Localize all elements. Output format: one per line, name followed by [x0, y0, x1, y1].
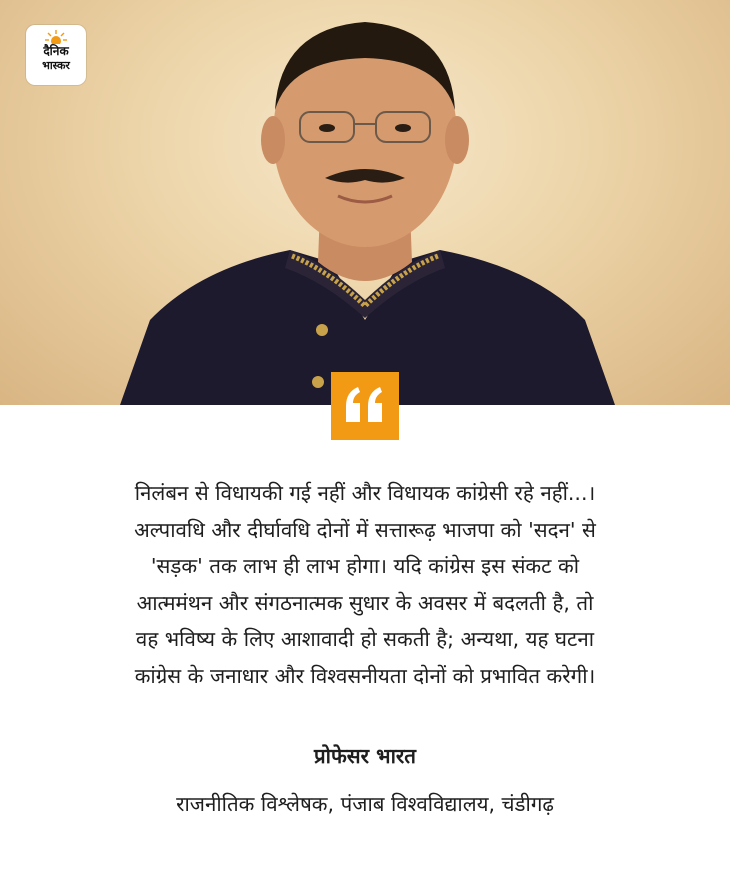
portrait-illustration	[0, 0, 730, 405]
quote-open-icon	[331, 372, 399, 440]
author-name: प्रोफेसर भारत	[314, 744, 416, 768]
quote-line: अल्पावधि और दीर्घावधि दोनों में सत्तारूढ़ भाजपा को 'सदन' से	[134, 517, 596, 542]
quote-line: कांग्रेस के जनाधार और विश्वसनीयता दोनों को प्रभावित करेगी।	[134, 663, 596, 688]
logo-line-2: भास्कर	[42, 59, 70, 72]
logo-line-1: दैनिक	[43, 44, 69, 58]
quote-line: निलंबन से विधायकी गई नहीं और विधायक कांग्रेसी रहे नहीं...।	[134, 481, 596, 505]
quote-line: वह भविष्य के लिए आशावादी हो सकती है; अन्यथा, यह घटना	[135, 627, 595, 651]
author-designation: राजनीतिक विश्लेषक, पंजाब विश्वविद्यालय, चंडीगढ़	[176, 792, 554, 816]
sun-icon	[45, 30, 67, 44]
dainik-bhaskar-logo	[26, 25, 86, 85]
portrait-photo	[0, 0, 730, 405]
quote-line: आत्ममंथन और संगठनात्मक सुधार के अवसर में बदलती है, तो	[136, 590, 594, 615]
quote-line: 'सड़क' तक लाभ ही लाभ होगा। यदि कांग्रेस इस संकट को	[150, 554, 580, 578]
quote-text	[0, 475, 730, 694]
